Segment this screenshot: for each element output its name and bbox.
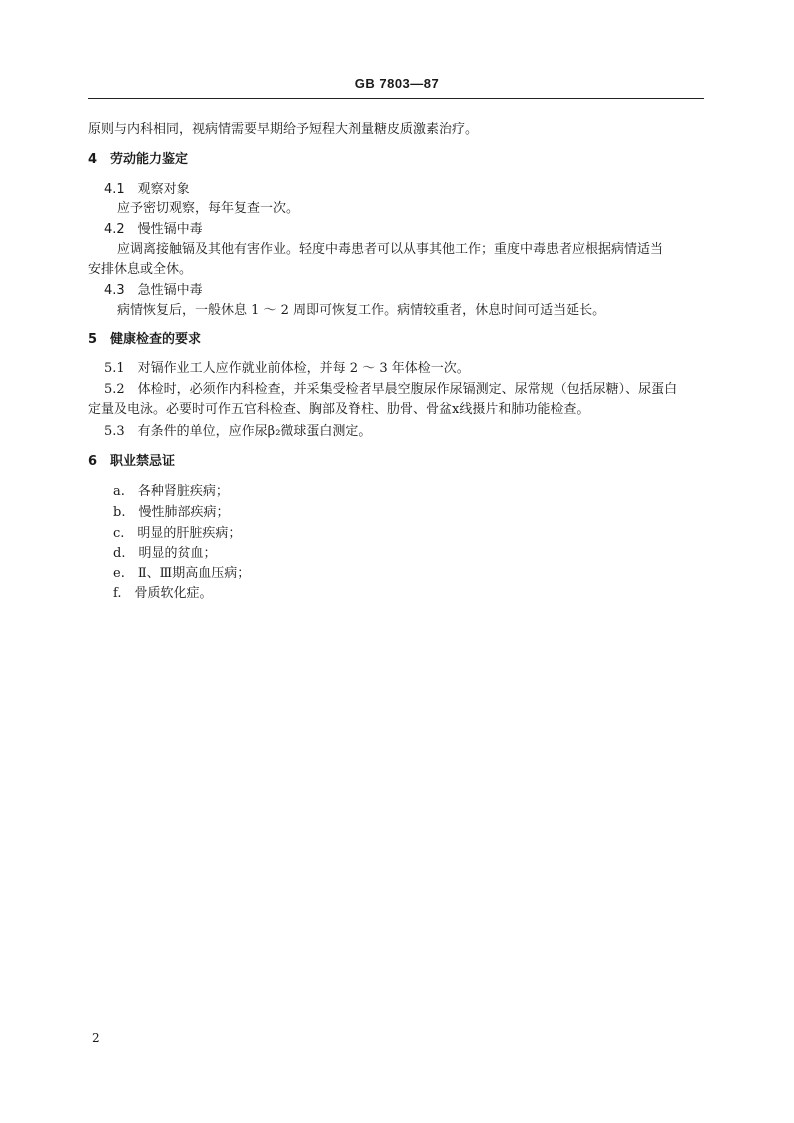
section-4-2-heading: 4.2 慢性镉中毒 bbox=[104, 222, 203, 237]
standard-number-header: GB 7803—87 bbox=[354, 76, 440, 91]
section-5-heading: 5 健康检查的要求 bbox=[88, 332, 202, 347]
contraindication-item: d. 明显的贫血； bbox=[113, 546, 217, 561]
section-4-2-text-line2: 安排休息或全休。 bbox=[88, 262, 193, 277]
contraindication-item: f. 骨质软化症。 bbox=[113, 586, 213, 601]
section-4-heading: 4 劳动能力鉴定 bbox=[88, 152, 189, 167]
intro-paragraph: 原则与内科相同，视病情需要早期给予短程大剂量糖皮质激素治疗。 bbox=[88, 122, 479, 137]
contraindication-item: e. Ⅱ、Ⅲ期高血压病； bbox=[113, 566, 251, 581]
section-5-2-text-line2: 定量及电泳。必要时可作五官科检查、胸部及脊柱、肋骨、骨盆x线摄片和肺功能检查。 bbox=[88, 402, 590, 417]
section-4-3-heading: 4.3 急性镉中毒 bbox=[104, 283, 203, 298]
section-4-3-text: 病情恢复后，一般休息 1 ～ 2 周即可恢复工作。病情较重者，休息时间可适当延长。 bbox=[117, 303, 606, 318]
contraindication-item: b. 慢性肺部疾病； bbox=[113, 505, 230, 520]
contraindication-item: c. 明显的肝脏疾病； bbox=[113, 526, 242, 541]
header-rule bbox=[88, 98, 704, 99]
section-6-heading: 6 职业禁忌证 bbox=[88, 454, 176, 469]
contraindication-item: a. 各种肾脏疾病； bbox=[113, 484, 229, 499]
section-5-1-text: 5.1 对镉作业工人应作就业前体检，并每 2 ～ 3 年体检一次。 bbox=[104, 361, 470, 376]
section-4-2-text-line1: 应调离接触镉及其他有害作业。轻度中毒患者可以从事其他工作；重度中毒患者应根据病情适当 bbox=[117, 242, 664, 257]
section-5-3-text: 5.3 有条件的单位，应作尿β₂微球蛋白测定。 bbox=[104, 424, 372, 439]
section-4-1-heading: 4.1 观察对象 bbox=[104, 182, 190, 197]
section-5-2-text-line1: 5.2 体检时，必须作内科检查，并采集受检者早晨空腹尿作尿镉测定、尿常规（包括尿糖）、尿蛋白 bbox=[104, 382, 678, 397]
page-number: 2 bbox=[92, 1031, 100, 1045]
section-4-1-text: 应予密切观察，每年复查一次。 bbox=[117, 201, 300, 216]
